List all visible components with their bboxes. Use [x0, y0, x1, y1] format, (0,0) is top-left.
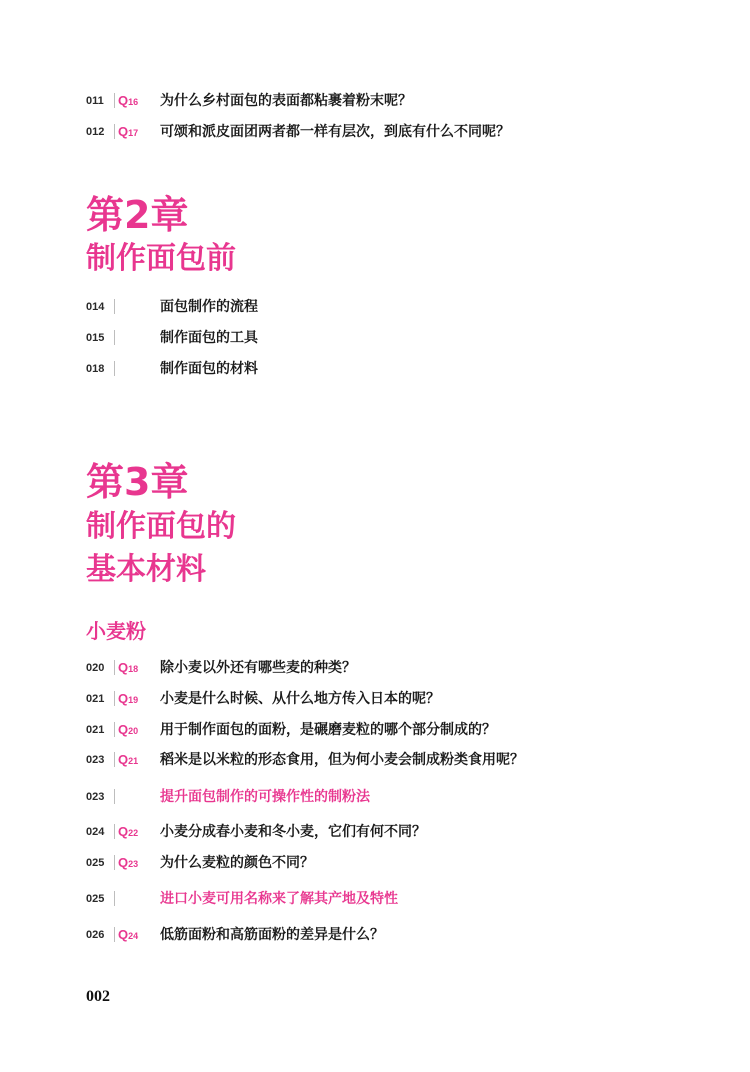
question-tag: Q20: [118, 722, 139, 737]
divider: [114, 330, 115, 345]
divider: [114, 93, 115, 108]
entry-title: 用于制作面包的面粉，是碾磨麦粒的哪个部分制成的？: [160, 722, 496, 738]
page-number: 023: [86, 791, 105, 803]
toc-entry: [0, 923, 750, 947]
toc-entry-column: [0, 785, 750, 809]
entry-title: 可颂和派皮面团两者都一样有层次，到底有什么不同呢？: [160, 124, 510, 140]
toc-entry: [0, 718, 750, 742]
toc-entry: [0, 326, 750, 350]
page-number: 012: [86, 126, 105, 138]
toc-entry: [0, 687, 750, 711]
page-folio: 002: [86, 988, 110, 1005]
section-heading: 小麦粉: [86, 619, 146, 643]
divider: [114, 722, 115, 737]
question-tag: Q23: [118, 855, 139, 870]
page-number: 026: [86, 929, 105, 941]
toc-entry: [0, 851, 750, 875]
page-number: 015: [86, 332, 105, 344]
toc-entry: [0, 748, 750, 772]
toc-entry: [0, 656, 750, 680]
divider: [114, 660, 115, 675]
entry-title: 为什么乡村面包的表面都粘裹着粉末呢？: [160, 93, 412, 109]
page-number: 025: [86, 857, 105, 869]
column-title: 进口小麦可用名称来了解其产地及特性: [160, 891, 398, 907]
question-tag: Q24: [118, 927, 139, 942]
page-number: 021: [86, 693, 105, 705]
question-tag: Q16: [118, 93, 139, 108]
question-tag: Q18: [118, 660, 139, 675]
entry-title: 面包制作的流程: [160, 299, 258, 315]
page-number: 020: [86, 662, 105, 674]
entry-title: 小麦分成春小麦和冬小麦，它们有何不同？: [160, 824, 426, 840]
toc-entry: [0, 357, 750, 381]
divider: [114, 124, 115, 139]
entry-title: 除小麦以外还有哪些麦的种类？: [160, 660, 356, 676]
chapter-number: 第3章: [86, 460, 189, 504]
entry-title: 低筋面粉和高筋面粉的差异是什么？: [160, 927, 384, 943]
divider: [114, 691, 115, 706]
entry-title: 稻米是以米粒的形态食用，但为何小麦会制成粉类食用呢？: [160, 752, 524, 768]
question-tag: Q22: [118, 824, 139, 839]
toc-entry: [0, 120, 750, 144]
chapter-title: 制作面包前: [86, 241, 236, 276]
chapter-title-line-1: 制作面包的: [86, 509, 236, 544]
page-number: 011: [86, 95, 104, 107]
toc-entry: [0, 820, 750, 844]
entry-title: 小麦是什么时候、从什么地方传入日本的呢？: [160, 691, 440, 707]
question-tag: Q21: [118, 752, 139, 767]
chapter-number: 第2章: [86, 193, 189, 237]
divider: [114, 361, 115, 376]
page-number: 018: [86, 363, 105, 375]
page-number: 025: [86, 893, 105, 905]
entry-title: 制作面包的工具: [160, 330, 258, 346]
divider: [114, 824, 115, 839]
divider: [114, 927, 115, 942]
page-number: 021: [86, 724, 105, 736]
divider: [114, 855, 115, 870]
page-number: 014: [86, 301, 105, 313]
page-number: 024: [86, 826, 105, 838]
column-title: 提升面包制作的可操作性的制粉法: [160, 789, 370, 805]
divider: [114, 752, 115, 767]
entry-title: 为什么麦粒的颜色不同？: [160, 855, 314, 871]
page-number: 023: [86, 754, 105, 766]
toc-entry: [0, 89, 750, 113]
divider: [114, 789, 115, 804]
toc-entry-column: [0, 887, 750, 911]
toc-entry: [0, 295, 750, 319]
divider: [114, 891, 115, 906]
divider: [114, 299, 115, 314]
question-tag: Q19: [118, 691, 139, 706]
question-tag: Q17: [118, 124, 139, 139]
chapter-title-line-2: 基本材料: [86, 552, 206, 587]
entry-title: 制作面包的材料: [160, 361, 258, 377]
